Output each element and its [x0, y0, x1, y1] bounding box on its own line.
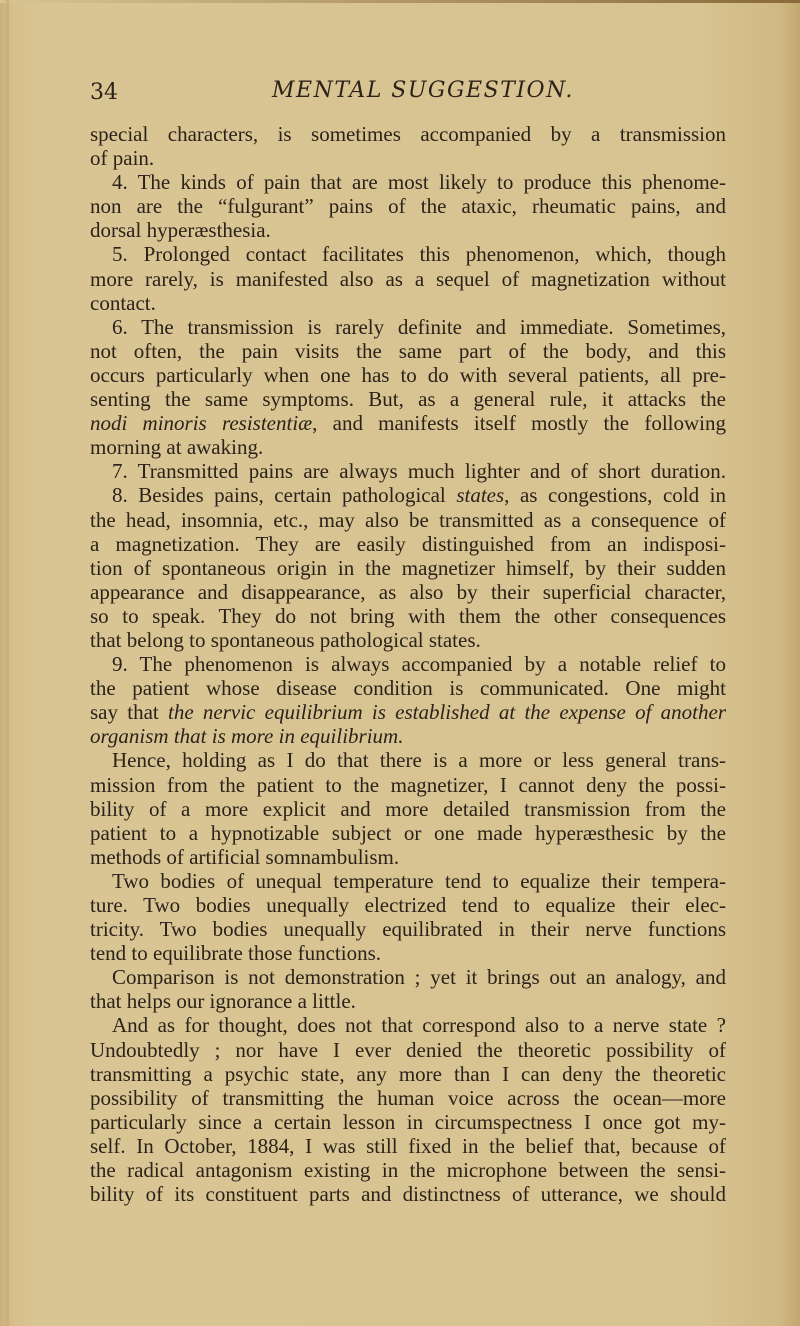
text-line: Two bodies of unequal temperature tend to equalize their tempera- [112, 868, 726, 893]
text-line: Hence, holding as I do that there is a more or less general trans- [112, 748, 726, 773]
text-line: particularly since a certain lesson in circumspectness I once got my- [90, 1109, 726, 1134]
text-line: Undoubtedly ; nor have I ever denied the theoretic possibility of [90, 1037, 726, 1062]
text-line: of pain. [90, 146, 155, 171]
text-span: , and manifests itself mostly the following [312, 411, 726, 436]
text-line: ture. Two bodies unequally electrized tend to equalize their elec- [90, 893, 726, 917]
text-span: 8. Besides pains, certain pathological [112, 483, 457, 508]
text-line: the patient whose disease condition is communicated. One might [90, 676, 726, 701]
text-line: bility of a more explicit and more detailed transmission from the [90, 796, 726, 821]
text-line: Comparison is not demonstration ; yet it brings out an analogy, and [112, 965, 726, 990]
text-line [90, 411, 726, 435]
text-line: methods of artificial somnambulism. [90, 844, 400, 869]
text-line: 6. The transmission is rarely definite and immediate. Sometimes, [112, 314, 726, 339]
text-line: occurs particularly when one has to do with several patients, all pre- [90, 362, 726, 387]
text-line: morning at awaking. [90, 435, 264, 460]
text-line: the radical antagonism existing in the microphone between the sensi- [90, 1158, 726, 1183]
text-line: tion of spontaneous origin in the magnetizer himself, by their sudden [90, 555, 726, 580]
page-number: 34 [90, 80, 118, 105]
italic-span: states [456, 483, 505, 508]
text-line: 9. The phenomenon is always accompanied by a notable relief to [112, 652, 726, 677]
text-line: non are the “fulgurant” pains of the ataxic, rheumatic pains, and [90, 194, 726, 219]
text-line: more rarely, is manifested also as a sequel of magnetization without [90, 266, 726, 291]
text-line: self. In October, 1884, I was still fixed in the belief that, because of [90, 1133, 726, 1158]
text-line: not often, the pain visits the same part of the body, and this [90, 338, 726, 363]
text-span: , as congestions, cold in [504, 483, 726, 508]
text-line: the head, insomnia, etc., may also be transmitted as a consequence of [90, 507, 726, 532]
text-line: contact. [90, 290, 156, 315]
text-line: appearance and disappearance, as also by their superficial character, [90, 579, 726, 604]
text-line [90, 700, 726, 724]
running-head [90, 78, 726, 106]
text-line: so to speak. They do not bring with them the other consequences [90, 603, 726, 628]
text-line: dorsal hyperæsthesia. [90, 218, 271, 243]
text-line: 5. Prolonged contact facilitates this phenomenon, which, though [112, 242, 726, 267]
text-line: bility of its constituent parts and distinctness of utterance, we should [90, 1182, 726, 1207]
text-line: possibility of transmitting the human voice across the ocean—more [90, 1085, 726, 1110]
text-line: mission from the patient to the magnetizer, I cannot deny the possi- [90, 772, 726, 797]
text-line [90, 483, 726, 507]
text-line: tricity. Two bodies unequally equilibrated in their nerve functions [90, 917, 726, 942]
text-line: that belong to spontaneous pathological states. [90, 627, 481, 652]
text-line: tend to equilibrate those functions. [90, 941, 382, 966]
text-line: senting the same symptoms. But, as a general rule, it attacks the [90, 387, 726, 412]
text-line: patient to a hypnotizable subject or one made hyperæsthesic by the [90, 820, 726, 845]
text-line: a magnetization. They are easily distinguished from an indisposi- [90, 531, 726, 556]
italic-span: organism that is more in equilibrium. [90, 724, 404, 749]
text-line: that helps our ignorance a little. [90, 989, 356, 1014]
text-line [90, 724, 726, 748]
text-span: say that [90, 700, 168, 725]
text-line: And as for thought, does not that correspond also to a nerve state ? [112, 1013, 726, 1038]
running-title: MENTAL SUGGESTION. [272, 78, 574, 103]
page-gutter-edge [6, 0, 9, 1326]
page-top-edge [0, 0, 800, 3]
text-line: 4. The kinds of pain that are most likely to produce this phenome- [112, 170, 726, 195]
text-line: 7. Transmitted pains are always much lighter and of short duration. [112, 459, 726, 484]
body-text [90, 122, 726, 1206]
text-line: special characters, is sometimes accompanied by a transmission [90, 122, 726, 146]
italic-span: nodi minoris resistentiæ [90, 411, 313, 436]
italic-span: the nervic equilibrium is established at the expense of another [168, 700, 727, 725]
text-line: transmitting a psychic state, any more than I can deny the theoretic [90, 1061, 726, 1086]
